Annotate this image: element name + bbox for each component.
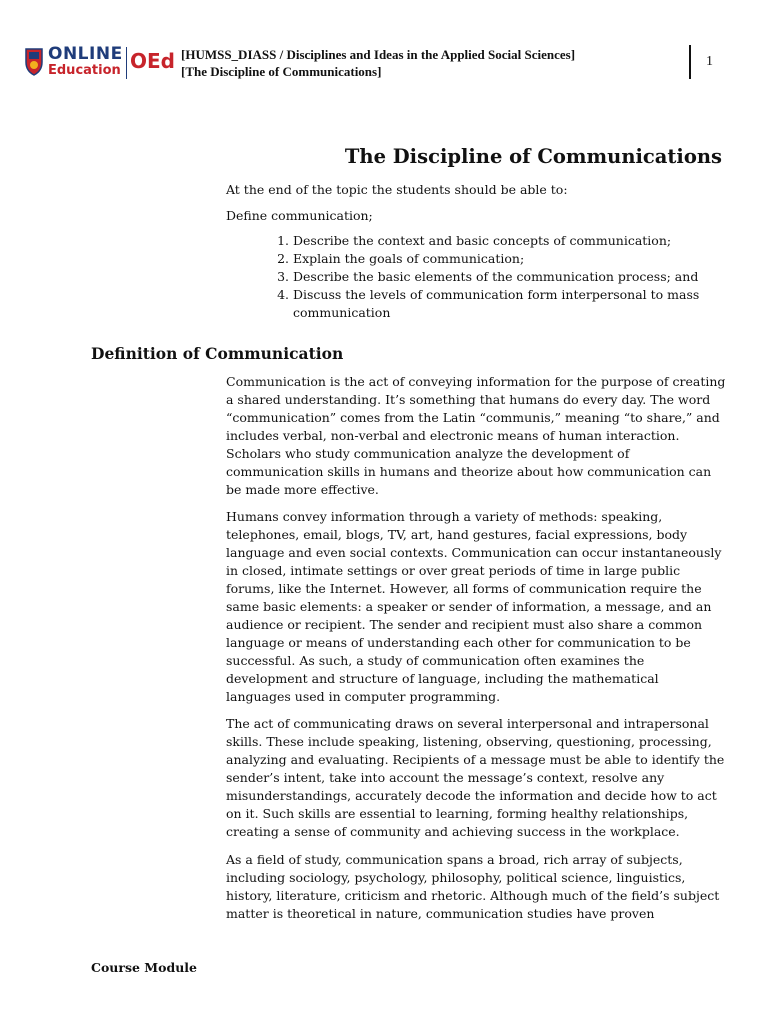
objectives-intro: At the end of the topic the students should be able to: [226, 182, 568, 197]
logo-oed-text: OEd [130, 49, 175, 73]
objective-item: 2. Explain the goals of communication; [293, 250, 768, 268]
body-paragraph: The act of communicating draws on several interpersonal and intrapersonal skills. These include speaking, listening, observing, questioning, processing, analyzing and evaluating. Recipients of a message must be able to identify the sender’s intent, take into account the message’s context, resolve any misunderstandings, accurately decode the information and decide how to act on it. Such skills are essential to learning, forming healthy relationships, creating a sense of community and achieving success in the workplace. [226, 716, 725, 839]
header-topic-line: [The Discipline of Communications] [181, 64, 382, 79]
define-line: Define communication; [226, 208, 373, 223]
header-course-line: [HUMSS_DIASS / Disciplines and Ideas in the Applied Social Sciences] [181, 47, 576, 62]
objective-item: 4. Discuss the levels of communication form interpersonal to mass communication [293, 286, 768, 322]
document-title: The Discipline of Communications [344, 145, 722, 168]
objectives-list [226, 232, 768, 322]
objective-item: 1. Describe the context and basic concepts of communication; [293, 232, 768, 250]
page-number: 1 [706, 54, 713, 69]
online-education-logo [24, 44, 174, 84]
header-divider [689, 45, 691, 79]
shield-crest-icon [24, 46, 44, 76]
section-heading: Definition of Communication [91, 344, 344, 363]
body-paragraph: Humans convey information through a variety of methods: speaking, telephones, email, blogs, TV, art, hand gestures, facial expressions, body language and even social contexts. Communication can occur instantaneously in closed, intimate settings or over great periods of time in large public forums, like the Internet. However, all forms of communication require the same basic elements: a speaker or sender of information, a message, and an audience or recipient. The sender and recipient must also share a common language or means of understanding each other for communication to be successful. As such, a study of communication often examines the development and structure of language, including the mathematical languages used in computer programming. [226, 509, 722, 704]
header-course-info [181, 46, 575, 80]
objective-item: 3. Describe the basic elements of the communication process; and [293, 268, 768, 286]
footer-label: Course Module [91, 960, 198, 975]
logo-divider [126, 47, 127, 79]
logo-online-text: ONLINE [48, 44, 123, 64]
body-paragraph: As a field of study, communication spans a broad, rich array of subjects, including sociology, psychology, philosophy, political science, linguistics, history, literature, criticism and rhetoric. Although much of the field’s subject matter is theoretical in nature, communication studies have proven [226, 852, 720, 921]
body-paragraph: Communication is the act of conveying information for the purpose of creating a shared understanding. It’s something that humans do every day. The word “communication” comes from the Latin “communis,” meaning “to share,” and includes verbal, non-verbal and electronic means of human interaction. Scholars who study communication analyze the development of communication skills in humans and theorize about how communication can be made more effective. [226, 374, 726, 497]
logo-education-text: Education [48, 63, 121, 78]
